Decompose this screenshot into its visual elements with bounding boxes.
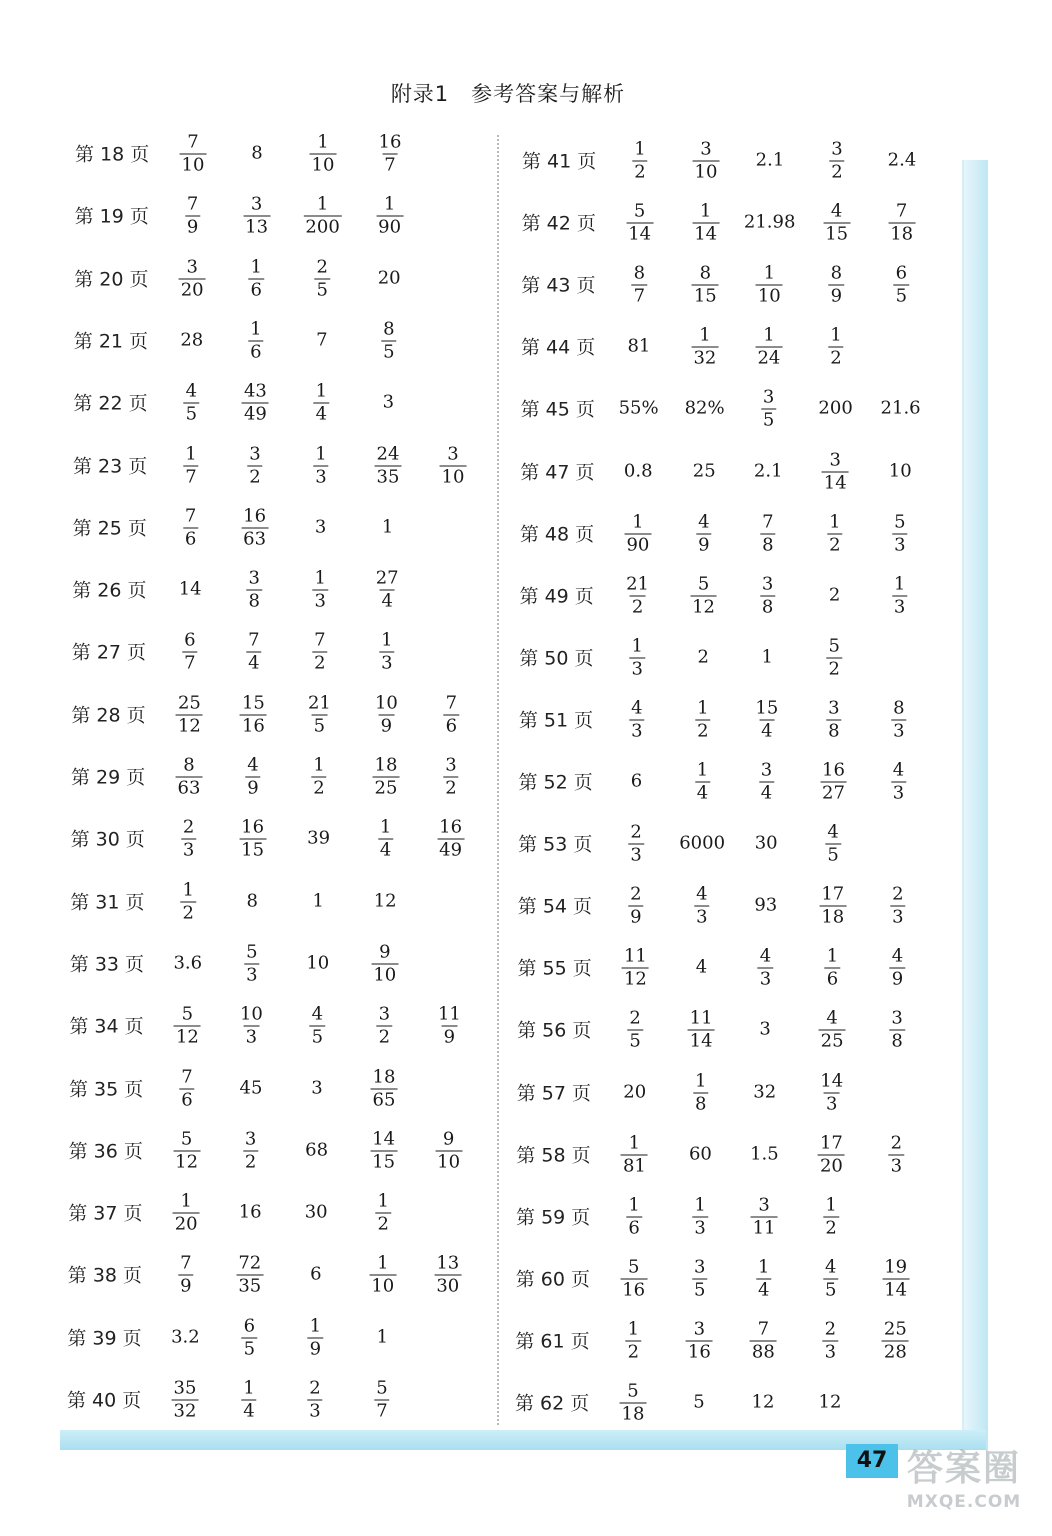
answer-fraction: $\frac{1}{2}$ — [829, 511, 841, 556]
answer-value: 3 — [311, 1077, 323, 1098]
answer-fraction: $\frac{16}{63}$ — [243, 505, 267, 550]
answer-value: 30 — [304, 1201, 328, 1223]
answer-fraction: $\frac{5}{7}$ — [376, 1377, 388, 1422]
answer-fraction: $\frac{1}{10}$ — [311, 131, 335, 176]
answer-row — [71, 749, 491, 803]
answer-row — [67, 1372, 487, 1426]
answer-fraction: $\frac{1}{200}$ — [305, 193, 340, 238]
answer-fraction: $\frac{1}{6}$ — [250, 318, 262, 363]
answer-value: 1 — [761, 646, 773, 668]
answer-row — [69, 1123, 489, 1177]
answer-fraction: $\frac{2}{5}$ — [629, 1007, 641, 1052]
answer-value: 3 — [759, 1018, 771, 1040]
answer-fraction: $\frac{2}{3}$ — [630, 821, 642, 866]
answer-fraction: $\frac{4}{3}$ — [631, 697, 643, 742]
answer-row — [521, 381, 941, 435]
answer-fraction: $\frac{27}{4}$ — [375, 567, 399, 612]
page-ref-label: 第 25 页 — [72, 517, 147, 540]
answer-fraction: $\frac{72}{35}$ — [238, 1252, 262, 1297]
answer-row — [73, 500, 493, 554]
answer-fraction: $\frac{7}{8}$ — [762, 511, 774, 556]
answer-fraction: $\frac{1}{8}$ — [695, 1070, 707, 1114]
page-ref-label: 第 52 页 — [518, 771, 593, 794]
answer-value: 25 — [692, 460, 716, 481]
answer-fraction: $\frac{3}{16}$ — [687, 1318, 711, 1363]
answer-fraction: $\frac{1}{3}$ — [314, 567, 326, 612]
answer-value: 4 — [695, 956, 708, 978]
answer-row — [516, 1251, 936, 1305]
answer-value: 1 — [312, 890, 324, 912]
answer-value: 3.2 — [171, 1326, 200, 1348]
answer-row — [519, 630, 939, 684]
page-ref-label: 第 38 页 — [67, 1264, 143, 1287]
answer-fraction: $\frac{11}{9}$ — [437, 1003, 461, 1048]
answer-fraction: $\frac{2}{3}$ — [890, 1132, 903, 1177]
answer-row — [522, 133, 942, 187]
page-ref-label: 第 59 页 — [516, 1206, 591, 1229]
answer-fraction: $\frac{19}{14}$ — [884, 1256, 908, 1301]
answer-fraction: $\frac{1}{90}$ — [378, 193, 402, 238]
answer-value: 1 — [381, 516, 394, 538]
page-ref-label: 第 54 页 — [517, 895, 593, 918]
page-ref-label: 第 61 页 — [515, 1330, 590, 1353]
answer-fraction: $\frac{3}{5}$ — [762, 386, 775, 431]
answer-value: 6 — [310, 1263, 322, 1285]
answer-fraction: $\frac{7}{18}$ — [890, 200, 914, 245]
answer-row — [520, 444, 940, 498]
answer-fraction: $\frac{8}{3}$ — [893, 697, 905, 742]
page-ref-label: 第 21 页 — [73, 330, 149, 353]
answer-row — [68, 1247, 488, 1301]
answer-value: 68 — [305, 1139, 329, 1161]
answer-fraction: $\frac{1}{81}$ — [622, 1132, 646, 1177]
answer-fraction: $\frac{2}{5}$ — [316, 256, 328, 301]
answer-value: 2.1 — [753, 460, 783, 481]
answer-row — [67, 1310, 487, 1364]
answer-value: 21.98 — [743, 211, 796, 233]
answer-value: 3 — [314, 516, 327, 538]
answer-value: 45 — [239, 1077, 263, 1098]
answer-fraction: $\frac{3}{10}$ — [441, 443, 465, 487]
answer-value: 30 — [754, 832, 778, 854]
answer-fraction: $\frac{8}{7}$ — [633, 262, 646, 307]
answer-fraction: $\frac{7}{4}$ — [248, 629, 260, 674]
answer-fraction: $\frac{7}{9}$ — [186, 193, 199, 238]
answer-value: 10 — [888, 460, 912, 481]
answer-row — [522, 195, 942, 249]
answer-fraction: $\frac{2}{3}$ — [824, 1318, 837, 1363]
answer-fraction: $\frac{5}{18}$ — [621, 1380, 645, 1425]
page-ref-label: 第 57 页 — [516, 1082, 592, 1104]
page-ref-label: 第 23 页 — [73, 455, 148, 477]
answer-fraction: $\frac{1}{3}$ — [315, 443, 327, 487]
page-ref-label: 第 41 页 — [522, 150, 597, 173]
answer-fraction: $\frac{1}{3}$ — [381, 629, 393, 674]
answer-value: 1 — [376, 1326, 389, 1348]
answer-fraction: $\frac{1}{90}$ — [626, 511, 650, 556]
watermark-logo-text: 答案圈 — [906, 1448, 1021, 1489]
answer-fraction: $\frac{3}{2}$ — [445, 754, 457, 799]
page-title: 附录1 参考答案与解析 — [390, 82, 626, 106]
answer-fraction: $\frac{3}{8}$ — [248, 567, 260, 612]
answer-row — [517, 1002, 937, 1056]
answer-fraction: $\frac{35}{32}$ — [173, 1377, 197, 1422]
page-ref-label: 第 19 页 — [74, 205, 149, 228]
answer-value: 2 — [828, 584, 841, 606]
page-ref-label: 第 40 页 — [67, 1389, 142, 1412]
answer-row — [74, 313, 494, 367]
page-ref-label: 第 47 页 — [520, 461, 595, 483]
answer-fraction: $\frac{6}{5}$ — [243, 1315, 256, 1360]
answer-value: 81 — [627, 335, 651, 357]
answer-value: 16 — [238, 1201, 262, 1223]
answer-row — [72, 562, 492, 616]
page-ref-label: 第 35 页 — [69, 1078, 144, 1100]
answer-row — [519, 754, 939, 808]
answer-fraction: $\frac{4}{9}$ — [698, 511, 710, 556]
answer-fraction: $\frac{15}{16}$ — [241, 692, 265, 737]
answer-row — [71, 811, 491, 865]
answer-fraction: $\frac{1}{4}$ — [757, 1256, 770, 1301]
answer-row — [75, 188, 495, 242]
answer-fraction: $\frac{4}{15}$ — [825, 200, 849, 245]
answer-fraction: $\frac{1}{2}$ — [182, 879, 194, 924]
answer-fraction: $\frac{18}{65}$ — [372, 1066, 396, 1110]
answer-fraction: $\frac{5}{12}$ — [692, 573, 715, 618]
answer-fraction: $\frac{1}{2}$ — [377, 1190, 389, 1235]
answer-value: 8 — [246, 890, 258, 912]
answer-fraction: $\frac{4}{5}$ — [827, 821, 839, 866]
answer-fraction: $\frac{1}{3}$ — [694, 1194, 706, 1239]
answer-fraction: $\frac{15}{4}$ — [755, 697, 779, 742]
answer-fraction: $\frac{1}{3}$ — [893, 573, 906, 618]
answer-fraction: $\frac{1}{10}$ — [757, 262, 781, 307]
answer-fraction: $\frac{4}{3}$ — [759, 945, 772, 990]
page-ref-label: 第 56 页 — [517, 1019, 592, 1042]
answer-value: 39 — [307, 827, 331, 849]
page-ref-label: 第 55 页 — [517, 957, 592, 980]
answer-fraction: $\frac{24}{35}$ — [376, 443, 400, 487]
answer-fraction: $\frac{17}{18}$ — [821, 883, 845, 928]
answer-fraction: $\frac{1}{4}$ — [315, 380, 328, 425]
page-ref-label: 第 20 页 — [74, 268, 149, 291]
answer-value: 8 — [251, 142, 263, 164]
answer-fraction: $\frac{1}{6}$ — [628, 1194, 640, 1239]
answer-fraction: $\frac{1}{2}$ — [627, 1318, 640, 1363]
page-ref-label: 第 33 页 — [69, 953, 145, 976]
answer-value: 10 — [306, 952, 330, 974]
answer-fraction: $\frac{5}{12}$ — [175, 1128, 199, 1173]
answer-fraction: $\frac{8}{5}$ — [383, 318, 395, 363]
answer-fraction: $\frac{16}{27}$ — [822, 759, 845, 804]
answer-value: 5 — [693, 1391, 705, 1413]
answer-value: 6 — [630, 770, 643, 792]
answer-fraction: $\frac{9}{10}$ — [437, 1128, 461, 1173]
answer-fraction: $\frac{4}{5}$ — [185, 380, 198, 425]
answer-fraction: $\frac{16}{15}$ — [241, 816, 265, 861]
page-ref-label: 第 43 页 — [521, 274, 596, 297]
answer-fraction: $\frac{14}{15}$ — [372, 1128, 396, 1173]
answer-fraction: $\frac{11}{12}$ — [623, 945, 647, 990]
page-ref-label: 第 49 页 — [519, 585, 594, 608]
answer-row — [71, 687, 491, 741]
answer-fraction: $\frac{3}{2}$ — [244, 1128, 257, 1173]
answer-fraction: $\frac{3}{13}$ — [245, 193, 269, 238]
page-ref-label: 第 39 页 — [67, 1327, 142, 1350]
page-ref-label: 第 34 页 — [69, 1015, 144, 1038]
answer-fraction: $\frac{7}{88}$ — [751, 1318, 775, 1363]
answer-fraction: $\frac{1}{2}$ — [825, 1194, 837, 1239]
answer-fraction: $\frac{8}{63}$ — [177, 754, 201, 799]
page-ref-label: 第 60 页 — [515, 1268, 590, 1291]
answer-fraction: $\frac{25}{12}$ — [177, 692, 201, 737]
answer-value: 2.1 — [755, 149, 785, 171]
answer-fraction: $\frac{7}{6}$ — [445, 692, 458, 737]
page-ref-label: 第 18 页 — [75, 143, 150, 166]
page-ref-label: 第 62 页 — [515, 1392, 590, 1415]
answer-fraction: $\frac{3}{8}$ — [828, 697, 840, 742]
answer-fraction: $\frac{1}{24}$ — [757, 324, 781, 369]
answer-value: 3.6 — [173, 952, 203, 974]
answer-value: 0.8 — [623, 460, 653, 481]
answer-fraction: $\frac{5}{3}$ — [246, 941, 258, 986]
page-ref-label: 第 30 页 — [70, 828, 145, 851]
answer-value: 14 — [178, 578, 202, 600]
answer-value: 2.4 — [887, 149, 917, 171]
answer-value: 32 — [753, 1081, 777, 1102]
answer-row — [517, 1065, 937, 1119]
answer-fraction: $\frac{7}{2}$ — [314, 629, 326, 674]
answer-fraction: $\frac{1}{7}$ — [185, 443, 197, 487]
page-ref-label: 第 44 页 — [520, 336, 596, 359]
answer-fraction: $\frac{1}{6}$ — [250, 256, 262, 301]
answer-fraction: $\frac{7}{10}$ — [181, 131, 205, 176]
answer-row — [73, 375, 493, 429]
answer-row — [69, 998, 489, 1052]
answer-value: 12 — [373, 890, 397, 912]
page-ref-label: 第 28 页 — [71, 704, 146, 727]
answer-fraction: $\frac{9}{10}$ — [373, 941, 397, 986]
answer-fraction: $\frac{3}{11}$ — [752, 1194, 776, 1239]
watermark-url: MXQE.COM — [906, 1492, 1022, 1512]
answer-fraction: $\frac{4}{5}$ — [311, 1003, 324, 1048]
answer-row — [515, 1375, 935, 1429]
answer-fraction: $\frac{1}{4}$ — [696, 759, 709, 804]
answer-fraction: $\frac{7}{9}$ — [180, 1252, 192, 1297]
page-ref-label: 第 31 页 — [70, 891, 145, 914]
answer-fraction: $\frac{7}{6}$ — [181, 1066, 193, 1110]
column-divider — [497, 135, 499, 1425]
answer-row — [519, 692, 939, 746]
answer-fraction: $\frac{3}{2}$ — [378, 1003, 391, 1048]
answer-fraction: $\frac{10}{9}$ — [374, 692, 398, 737]
page-ref-label: 第 27 页 — [71, 641, 147, 664]
answer-row — [520, 506, 940, 560]
page-ref-label: 第 42 页 — [521, 212, 596, 235]
answer-row — [515, 1313, 935, 1367]
answer-fraction: $\frac{7}{6}$ — [184, 505, 197, 550]
answer-fraction: $\frac{4}{9}$ — [891, 945, 904, 990]
answer-fraction: $\frac{14}{3}$ — [820, 1070, 844, 1114]
page-ref-label: 第 50 页 — [519, 647, 594, 670]
answer-value: 2 — [697, 646, 709, 668]
answer-row — [521, 257, 941, 311]
answer-fraction: $\frac{1}{2}$ — [634, 138, 646, 183]
answer-fraction: $\frac{3}{5}$ — [693, 1256, 706, 1301]
answer-fraction: $\frac{10}{3}$ — [239, 1003, 263, 1048]
answer-fraction: $\frac{5}{2}$ — [828, 635, 840, 680]
page-ref-label: 第 48 页 — [519, 523, 595, 546]
answer-value: 20 — [377, 267, 401, 289]
answer-value: 28 — [180, 329, 204, 351]
answer-fraction: $\frac{43}{49}$ — [243, 380, 267, 425]
answer-fraction: $\frac{11}{14}$ — [689, 1007, 713, 1052]
page-ref-label: 第 51 页 — [518, 709, 594, 732]
page-ref-label: 第 36 页 — [68, 1140, 143, 1163]
answer-fraction: $\frac{4}{3}$ — [696, 883, 708, 928]
answer-fraction: $\frac{5}{14}$ — [628, 200, 652, 245]
answer-fraction: $\frac{1}{2}$ — [313, 754, 325, 799]
page-ref-label: 第 22 页 — [73, 392, 148, 415]
answer-fraction: $\frac{1}{6}$ — [826, 945, 839, 990]
answer-fraction: $\frac{2}{3}$ — [892, 883, 904, 928]
answer-fraction: $\frac{3}{8}$ — [761, 573, 774, 618]
answer-row — [516, 1189, 936, 1243]
answer-row — [517, 940, 937, 994]
answer-row — [70, 874, 490, 928]
answer-value: 82% — [684, 397, 725, 419]
right-edge-band — [962, 160, 988, 1450]
answer-value: 12 — [751, 1391, 775, 1413]
page-ref-label: 第 37 页 — [68, 1202, 143, 1225]
answer-value: 93 — [754, 894, 778, 916]
answer-fraction: $\frac{1}{3}$ — [631, 635, 643, 680]
answer-value: 1.5 — [750, 1143, 779, 1165]
answer-fraction: $\frac{21}{5}$ — [307, 692, 331, 737]
answer-fraction: $\frac{1}{9}$ — [309, 1315, 322, 1360]
page-ref-label: 第 45 页 — [520, 398, 595, 421]
answer-value: 20 — [623, 1081, 647, 1102]
answer-row — [69, 1061, 489, 1115]
answer-fraction: $\frac{3}{10}$ — [694, 138, 718, 183]
answer-row — [520, 568, 940, 622]
answer-row — [518, 878, 938, 932]
answer-fraction: $\frac{1}{2}$ — [697, 697, 709, 742]
watermark — [884, 1446, 1044, 1526]
answer-value: 55% — [618, 397, 659, 419]
answer-fraction: $\frac{4}{9}$ — [247, 754, 259, 799]
answer-value: 6000 — [679, 832, 726, 854]
answer-value: 7 — [316, 329, 328, 351]
answer-row — [75, 126, 495, 180]
answer-fraction: $\frac{8}{15}$ — [693, 262, 717, 307]
answer-fraction: $\frac{1}{10}$ — [371, 1252, 395, 1297]
answer-row — [521, 319, 941, 373]
answer-fraction: $\frac{5}{3}$ — [894, 511, 906, 556]
answer-fraction: $\frac{2}{3}$ — [309, 1377, 321, 1422]
answer-fraction: $\frac{13}{30}$ — [436, 1252, 460, 1297]
answer-fraction: $\frac{16}{49}$ — [439, 816, 463, 861]
answer-value: 21.6 — [880, 397, 921, 419]
answer-fraction: $\frac{6}{7}$ — [184, 629, 196, 674]
answer-value: 12 — [818, 1391, 842, 1413]
answer-row — [68, 1185, 488, 1239]
answer-fraction: $\frac{2}{3}$ — [182, 816, 195, 861]
page-ref-label: 第 53 页 — [518, 833, 593, 856]
answer-fraction: $\frac{6}{5}$ — [895, 262, 908, 307]
answer-fraction: $\frac{8}{9}$ — [830, 262, 843, 307]
answer-fraction: $\frac{1}{20}$ — [174, 1190, 198, 1235]
answer-value: 3 — [382, 391, 395, 413]
answer-value: 60 — [688, 1143, 712, 1165]
answer-row — [518, 816, 938, 870]
answer-fraction: $\frac{2}{9}$ — [630, 883, 642, 928]
answer-fraction: $\frac{5}{12}$ — [175, 1003, 199, 1048]
answer-fraction: $\frac{3}{20}$ — [180, 256, 204, 301]
answer-fraction: $\frac{1}{4}$ — [379, 816, 392, 861]
page-ref-label: 第 26 页 — [72, 579, 147, 602]
answer-fraction: $\frac{1}{32}$ — [693, 324, 717, 369]
answer-fraction: $\frac{4}{5}$ — [824, 1256, 837, 1301]
page-ref-label: 第 58 页 — [516, 1144, 591, 1167]
answer-fraction: $\frac{1}{4}$ — [243, 1377, 255, 1422]
answer-fraction: $\frac{3}{4}$ — [760, 759, 773, 804]
answer-value: 200 — [818, 397, 853, 419]
answer-fraction: $\frac{3}{14}$ — [823, 449, 847, 493]
answer-row — [74, 251, 494, 305]
answer-fraction: $\frac{25}{28}$ — [883, 1318, 907, 1363]
page-number: 47 — [846, 1444, 898, 1478]
answer-fraction: $\frac{17}{20}$ — [819, 1132, 843, 1177]
answer-fraction: $\frac{4}{3}$ — [892, 759, 905, 804]
answer-fraction: $\frac{3}{2}$ — [249, 443, 261, 487]
answer-fraction: $\frac{3}{8}$ — [891, 1007, 903, 1052]
answer-row — [70, 936, 490, 990]
answer-fraction: $\frac{18}{25}$ — [374, 754, 398, 799]
answer-fraction: $\frac{1}{14}$ — [694, 200, 718, 245]
answer-fraction: $\frac{1}{2}$ — [830, 324, 842, 369]
page-ref-label: 第 29 页 — [71, 766, 146, 789]
answer-row — [516, 1127, 936, 1181]
answer-fraction: $\frac{3}{2}$ — [831, 138, 843, 183]
answer-row — [73, 438, 493, 492]
answer-fraction: $\frac{4}{25}$ — [820, 1007, 844, 1052]
answer-fraction: $\frac{5}{16}$ — [622, 1256, 646, 1301]
answer-fraction: $\frac{16}{7}$ — [378, 131, 402, 176]
answer-row — [72, 624, 492, 678]
answer-fraction: $\frac{21}{2}$ — [626, 573, 649, 618]
